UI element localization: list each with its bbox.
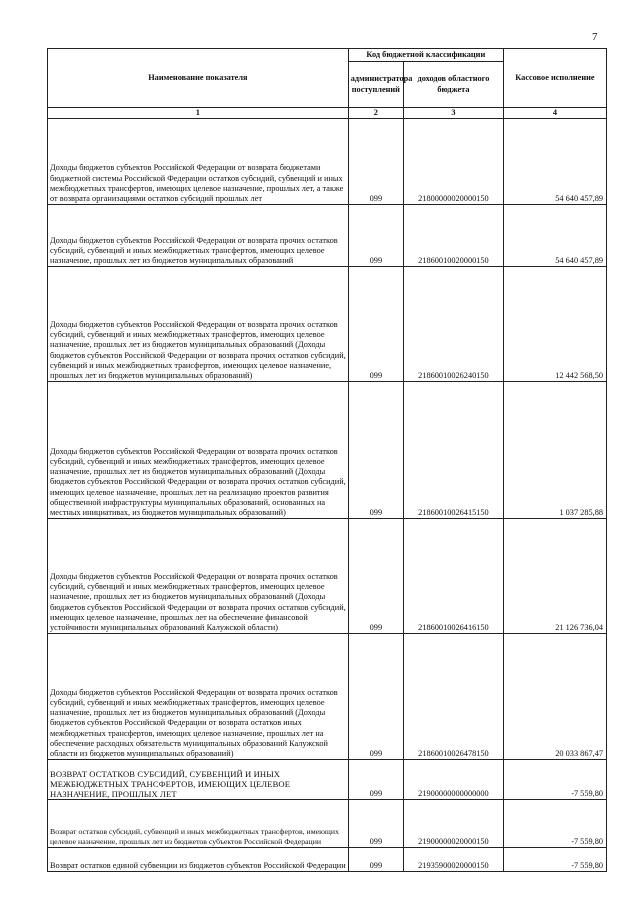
row-amount: 20 033 867,47 xyxy=(503,634,606,760)
row-budget-code: 21860010020000150 xyxy=(404,205,504,267)
header-cash-execution: Кассовое исполнение xyxy=(503,49,606,108)
row-amount: 21 126 736,04 xyxy=(503,519,606,634)
row-budget-code: 21860010026416150 xyxy=(404,519,504,634)
table-row xyxy=(48,800,607,848)
row-name: Доходы бюджетов субъектов Российской Федерации от возврата прочих остатков субсидий, субвенций и иных межбюджетных трансфертов, имеющих целевое назначение, прошлых лет из бюджетов муниципальных образований (Доходы бюджетов субъектов Российской Федерации от возврата остатков иных межбюджетных трансфертов, имеющих целевое назначение, прошлых лет на обеспечение расходных обязательств муниципальных образований Калужской области из бюджетов муниципальных образований) xyxy=(48,634,349,760)
column-number: 1 xyxy=(48,108,349,119)
column-numbers-row xyxy=(48,108,607,119)
table-row xyxy=(48,205,607,267)
row-name: Доходы бюджетов субъектов Российской Федерации от возврата прочих остатков субсидий, субвенций и иных межбюджетных трансфертов, имеющих целевое назначение, прошлых лет из бюджетов муниципальных образований xyxy=(48,205,349,267)
row-name: Доходы бюджетов субъектов Российской Федерации от возврата прочих остатков субсидий, субвенций и иных межбюджетных трансфертов, имеющих целевое назначение, прошлых лет из бюджетов муниципальных образований (Доходы бюджетов субъектов Российской Федерации от возврата прочих остатков субсидий, имеющих целевое назначение, прошлых лет на реализацию проектов развития общественной инфраструктуры муниципальных образований, основанных на местных инициативах, из бюджетов муниципальных образований) xyxy=(48,382,349,519)
row-amount: 54 640 457,89 xyxy=(503,119,606,205)
row-amount: -7 559,80 xyxy=(503,848,606,872)
row-amount: -7 559,80 xyxy=(503,760,606,800)
header-name-column: Наименование показателя xyxy=(48,49,349,108)
header-row-top xyxy=(48,49,607,62)
row-name: Возврат остатков субсидий, субвенций и иных межбюджетных трансфертов, имеющих целевое назначение, прошлых лет из бюджетов субъектов Российской Федерации xyxy=(48,800,349,848)
row-admin-code: 099 xyxy=(348,634,403,760)
row-amount: 54 640 457,89 xyxy=(503,205,606,267)
page-number: 7 xyxy=(592,31,598,43)
row-amount: 1 037 285,88 xyxy=(503,382,606,519)
row-name: Доходы бюджетов субъектов Российской Федерации от возврата прочих остатков субсидий, субвенций и иных межбюджетных трансфертов, имеющих целевое назначение, прошлых лет из бюджетов муниципальных образований (Доходы бюджетов субъектов Российской Федерации от возврата прочих остатков субсидий, субвенций и иных межбюджетных трансфертов, имеющих целевое назначение, прошлых лет из бюджетов муниципальных образований) xyxy=(48,267,349,382)
column-number: 3 xyxy=(404,108,504,119)
column-number: 2 xyxy=(348,108,403,119)
row-name: ВОЗВРАТ ОСТАТКОВ СУБСИДИЙ, СУБВЕНЦИЙ И ИНЫХ МЕЖБЮДЖЕТНЫХ ТРАНСФЕРТОВ, ИМЕЮЩИХ ЦЕЛЕВОЕ НАЗНАЧЕНИЕ, ПРОШЛЫХ ЛЕТ xyxy=(48,760,349,800)
row-budget-code: 21900000000000000 xyxy=(404,760,504,800)
budget-revenue-table xyxy=(47,48,607,872)
row-admin-code: 099 xyxy=(348,848,403,872)
table-row xyxy=(48,519,607,634)
header-code-column: доходов областного бюджета xyxy=(404,62,504,108)
row-budget-code: 21860010026478150 xyxy=(404,634,504,760)
header-admin-column: администратора поступлений xyxy=(348,62,403,108)
row-name: Доходы бюджетов субъектов Российской Федерации от возврата прочих остатков субсидий, субвенций и иных межбюджетных трансфертов, имеющих целевое назначение, прошлых лет из бюджетов муниципальных образований (Доходы бюджетов субъектов Российской Федерации от возврата прочих остатков субсидий, имеющих целевое назначение, прошлых лет на обеспечение финансовой устойчивости муниципальных образований Калужской области) xyxy=(48,519,349,634)
row-amount: -7 559,80 xyxy=(503,800,606,848)
row-admin-code: 099 xyxy=(348,800,403,848)
column-number: 4 xyxy=(503,108,606,119)
table-row xyxy=(48,119,607,205)
row-admin-code: 099 xyxy=(348,382,403,519)
table-row xyxy=(48,848,607,872)
row-budget-code: 21800000020000150 xyxy=(404,119,504,205)
table-row xyxy=(48,760,607,800)
row-admin-code: 099 xyxy=(348,519,403,634)
table-row xyxy=(48,267,607,382)
row-budget-code: 21860010026415150 xyxy=(404,382,504,519)
row-budget-code: 21900000020000150 xyxy=(404,800,504,848)
row-admin-code: 099 xyxy=(348,205,403,267)
row-amount: 12 442 568,50 xyxy=(503,267,606,382)
table-row xyxy=(48,634,607,760)
table-row xyxy=(48,382,607,519)
row-name: Доходы бюджетов субъектов Российской Федерации от возврата бюджетами бюджетной системы Российской Федерации остатков субсидий, субвенций и иных межбюджетных трансфертов, имеющих целевое назначение, прошлых лет, а также от возврата организациями остатков субсидий прошлых лет xyxy=(48,119,349,205)
row-budget-code: 21860010026240150 xyxy=(404,267,504,382)
row-name: Возврат остатков единой субвенции из бюджетов субъектов Российской Федерации xyxy=(48,848,349,872)
header-classification-group: Код бюджетной классификации xyxy=(348,49,503,62)
row-admin-code: 099 xyxy=(348,119,403,205)
row-admin-code: 099 xyxy=(348,267,403,382)
row-budget-code: 21935900020000150 xyxy=(404,848,504,872)
row-admin-code: 099 xyxy=(348,760,403,800)
